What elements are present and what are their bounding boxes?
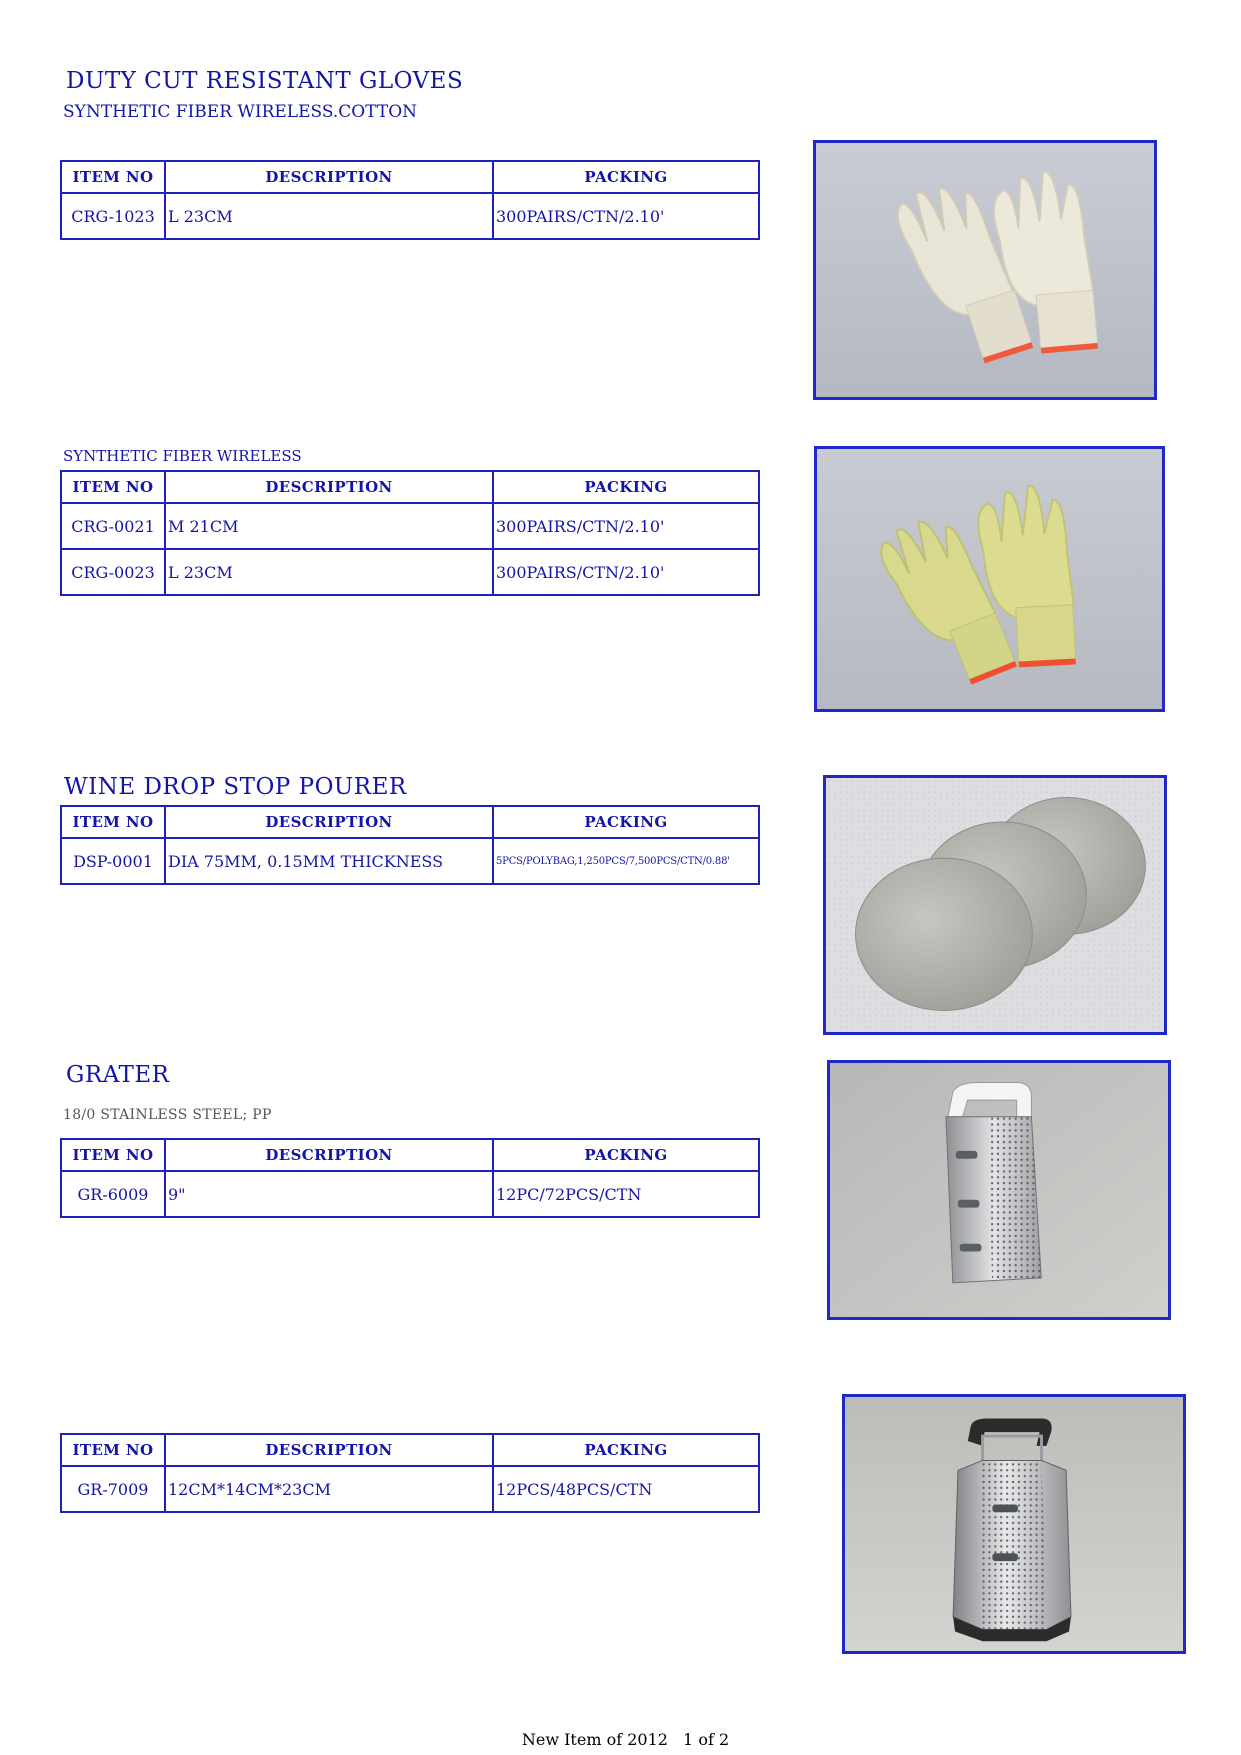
cell-description: DIA 75MM, 0.15MM THICKNESS [165, 838, 493, 884]
yellow-fiber-gloves-photo [814, 446, 1165, 712]
table-header-row [61, 1139, 759, 1171]
table-row [61, 838, 759, 884]
hexagonal-grater-photo [842, 1394, 1186, 1654]
section-title-pourer: WINE DROP STOP POURER [64, 774, 407, 800]
page-number: 1 of 2 [683, 1730, 730, 1749]
header-packing: PACKING [493, 161, 759, 193]
header-packing: PACKING [493, 471, 759, 503]
spec-table-grater-hex [60, 1433, 760, 1513]
cell-packing: 300PAIRS/CTN/2.10' [493, 549, 759, 595]
table-row [61, 503, 759, 549]
header-description: DESCRIPTION [165, 471, 493, 503]
header-item-no: ITEM NO [61, 161, 165, 193]
section-subtitle-fiber-gloves: SYNTHETIC FIBER WIRELESS [63, 447, 302, 465]
cell-packing: 5PCS/POLYBAG,1,250PCS/7,500PCS/CTN/0.88' [493, 838, 759, 884]
section-subtitle-gloves: SYNTHETIC FIBER WIRELESS.COTTON [63, 102, 418, 122]
spec-table-pourer [60, 805, 760, 885]
header-packing: PACKING [493, 1434, 759, 1466]
cell-packing: 12PCS/48PCS/CTN [493, 1466, 759, 1512]
table-header-row [61, 806, 759, 838]
header-item-no: ITEM NO [61, 471, 165, 503]
table-row [61, 1171, 759, 1217]
cell-description: L 23CM [165, 193, 493, 239]
header-packing: PACKING [493, 806, 759, 838]
cell-description: 12CM*14CM*23CM [165, 1466, 493, 1512]
header-description: DESCRIPTION [165, 161, 493, 193]
header-packing: PACKING [493, 1139, 759, 1171]
cell-item-no: CRG-0023 [61, 549, 165, 595]
spec-table-gloves-fiber [60, 470, 760, 596]
table-header-row [61, 161, 759, 193]
table-row [61, 549, 759, 595]
header-description: DESCRIPTION [165, 806, 493, 838]
header-description: DESCRIPTION [165, 1434, 493, 1466]
box-grater-photo [827, 1060, 1171, 1320]
cell-item-no: GR-6009 [61, 1171, 165, 1217]
cell-item-no: CRG-0021 [61, 503, 165, 549]
cell-packing: 300PAIRS/CTN/2.10' [493, 193, 759, 239]
header-description: DESCRIPTION [165, 1139, 493, 1171]
section-title-gloves: DUTY CUT RESISTANT GLOVES [66, 68, 464, 94]
cell-packing: 300PAIRS/CTN/2.10' [493, 503, 759, 549]
page-footer [0, 1730, 1241, 1749]
white-cotton-gloves-photo [813, 140, 1157, 400]
section-subtitle-grater: 18/0 STAINLESS STEEL; PP [63, 1107, 272, 1123]
header-item-no: ITEM NO [61, 1434, 165, 1466]
cell-item-no: CRG-1023 [61, 193, 165, 239]
footer-label: New Item of 2012 [521, 1730, 668, 1749]
cell-item-no: GR-7009 [61, 1466, 165, 1512]
table-header-row [61, 1434, 759, 1466]
cell-description: 9" [165, 1171, 493, 1217]
header-item-no: ITEM NO [61, 806, 165, 838]
header-item-no: ITEM NO [61, 1139, 165, 1171]
table-row [61, 1466, 759, 1512]
section-title-grater: GRATER [66, 1062, 170, 1088]
spec-table-grater-9in [60, 1138, 760, 1218]
cell-item-no: DSP-0001 [61, 838, 165, 884]
cell-description: L 23CM [165, 549, 493, 595]
pourer-discs-photo [823, 775, 1167, 1035]
table-row [61, 193, 759, 239]
cell-packing: 12PC/72PCS/CTN [493, 1171, 759, 1217]
table-header-row [61, 471, 759, 503]
spec-table-gloves-cotton [60, 160, 760, 240]
cell-description: M 21CM [165, 503, 493, 549]
